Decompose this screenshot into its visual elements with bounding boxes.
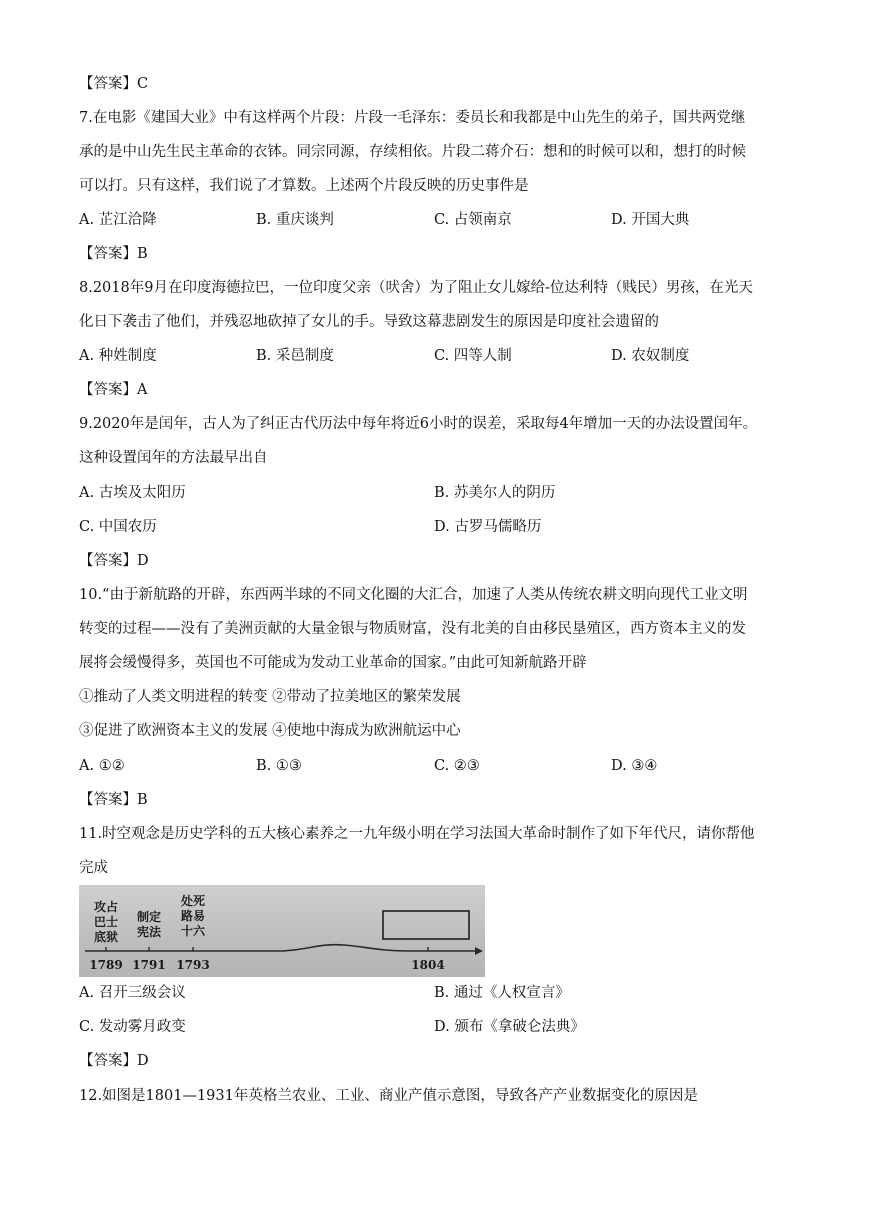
answer-q11: 【答案】D [79,1053,149,1069]
q9-option-b: B. 苏美尔人的阴历 [434,485,556,501]
q7-text-line-2: 承的是中山先生民主革命的衣钵。同宗同源，存续相依。片段二蒋介石：想和的时候可以和，想打的时候 [79,144,746,160]
q10-option-d: D. ③④ [611,758,658,774]
q8-option-d: D. 农奴制度 [611,348,690,364]
q10-statements-1-2: ①推动了人类文明进程的转变 ②带动了拉美地区的繁荣发展 [79,689,461,705]
q10-text-line-2: 转变的过程——没有了美洲贡献的大量金银与物质财富，没有北美的自由移民垦殖区，西方资本主义的发 [79,621,746,637]
q11-option-d: D. 颁布《拿破仑法典》 [434,1019,585,1035]
q10-statements-3-4: ③促进了欧洲资本主义的发展 ④使地中海成为欧洲航运中心 [79,723,461,739]
q9-text-line-2: 这种设置闰年的方法最早出自 [79,450,268,466]
q7-option-b: B. 重庆谈判 [256,212,334,228]
event-1789-line3: 底狱 [93,930,119,944]
q10-option-b: B. ①③ [256,758,302,774]
event-1789-line2: 巴士 [93,915,119,929]
event-1791-line1: 制定 [136,910,162,924]
timeline-ruler [79,885,485,977]
blank-answer-box [383,911,469,939]
q7-text-line-1: 7.在电影《建国大业》中有这样两个片段：片段一毛泽东：委员长和我都是中山先生的弟子，国共两党继 [79,110,746,126]
q7-option-c: C. 占领南京 [434,212,512,228]
q11-option-b: B. 通过《人权宣言》 [434,985,570,1001]
event-1793-line1: 处死 [180,894,206,908]
event-1793-line2: 路易 [180,909,206,923]
q7-text-line-3: 可以打。只有这样，我们说了才算数。上述两个片段反映的历史事件是 [79,178,529,194]
q10-text-line-3: 展将会缓慢得多，英国也不可能成为发动工业革命的国家。”由此可知新航路开辟 [79,655,587,671]
q11-text-line-2: 完成 [79,860,108,876]
q10-option-a: A. ①② [79,758,125,774]
q8-text-line-1: 8.2018年9月在印度海德拉巴，一位印度父亲（吠舍）为了阻止女儿嫁给-位达利特（贱民）男孩，在光天 [79,280,753,296]
q11-text-line-1: 11.时空观念是历史学科的五大核心素养之一九年级小明在学习法国大革命时制作了如下年代尺，请你帮他 [79,826,755,842]
answer-q8: 【答案】A [79,382,148,398]
answer-q6: 【答案】C [79,76,149,92]
answer-q9: 【答案】D [79,553,149,569]
answer-q7: 【答案】B [79,246,148,262]
q9-option-c: C. 中国农历 [79,519,157,535]
q7-option-d: D. 开国大典 [611,212,690,228]
q10-option-c: C. ②③ [434,758,480,774]
q11-option-c: C. 发动雾月政变 [79,1019,186,1035]
q8-option-c: C. 四等人制 [434,348,512,364]
q11-option-a: A. 召开三级会议 [79,985,186,1001]
q8-text-line-2: 化日下袭击了他们，并残忍地砍掉了女儿的手。导致这幕悲剧发生的原因是印度社会遗留的 [79,314,659,330]
q10-text-line-1: 10.“由于新航路的开辟，东西两半球的不同文化圈的大汇合，加速了人类从传统农耕文明向现代工业文明 [79,587,748,603]
q7-option-a: A. 芷江洽降 [79,212,157,228]
year-1789: 1789 [89,958,123,972]
year-1793: 1793 [176,958,210,972]
q9-text-line-1: 9.2020年是闰年，古人为了纠正古代历法中每年将近6小时的误差，采取每4年增加一天的办法设置闰年。 [79,416,758,432]
timeline-figure [79,885,485,977]
q8-option-b: B. 采邑制度 [256,348,334,364]
q8-option-a: A. 种姓制度 [79,348,157,364]
year-1791: 1791 [132,958,166,972]
event-1793-line3: 十六 [180,924,206,938]
year-1804: 1804 [411,958,445,972]
answer-q10: 【答案】B [79,792,148,808]
q9-option-a: A. 古埃及太阳历 [79,485,186,501]
event-1791-line2: 宪法 [136,925,162,939]
q9-option-d: D. 古罗马儒略历 [434,519,542,535]
event-1789-line1: 攻占 [93,900,119,914]
q12-text-line-1: 12.如图是1801—1931年英格兰农业、工业、商业产值示意图，导致各产产业数据变化的原因是 [79,1088,698,1104]
